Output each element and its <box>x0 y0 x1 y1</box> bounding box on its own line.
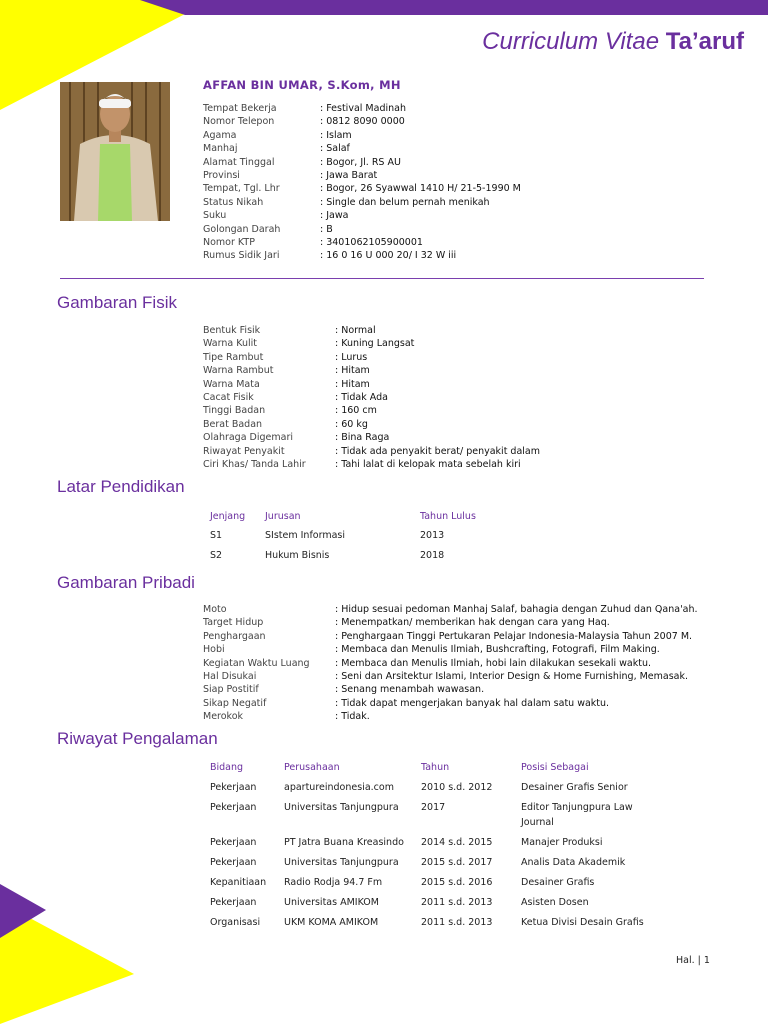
field-value: : Hidup sesuai pedoman Manhaj Salaf, bahagia dengan Zuhud dan Qana'ah. <box>335 604 698 615</box>
field-label: Merokok <box>203 711 244 723</box>
title-main: Curriculum Vitae <box>482 28 660 55</box>
field-value: : Bina Raga <box>335 432 390 444</box>
field-label: Hobi <box>203 644 225 656</box>
field-label: Tinggi Badan <box>203 405 266 417</box>
field-label: Riwayat Penyakit <box>203 445 285 457</box>
section-title-fisik: Gambaran Fisik <box>57 293 177 312</box>
fisik-row <box>203 458 540 471</box>
field-value: : Membaca dan Menulis Ilmiah, Bushcrafting, Fotografi, Film Making. <box>335 644 660 656</box>
table-cell: 2010 s.d. 2012 <box>421 782 493 793</box>
field-label: Warna Kulit <box>203 338 257 350</box>
table-cell: Hukum Bisnis <box>265 550 330 561</box>
title-bold: Ta’aruf <box>665 28 744 55</box>
fisik-row <box>203 337 540 350</box>
field-value: : Hitam <box>335 365 370 377</box>
table-cell: Radio Rodja 94.7 Fm <box>284 877 383 888</box>
field-label: Suku <box>203 210 227 222</box>
field-value: : Penghargaan Tinggi Pertukaran Pelajar Indonesia-Malaysia Tahun 2007 M. <box>335 630 693 642</box>
field-value: : Tidak dapat mengerjakan banyak hal dalam satu waktu. <box>335 697 610 709</box>
table-cell: Pekerjaan <box>210 802 257 813</box>
table-cell: Universitas Tanjungpura <box>284 802 399 813</box>
field-value: : Bogor, 26 Syawwal 1410 H/ 21-5-1990 M <box>320 183 521 195</box>
table-cell: Pekerjaan <box>210 782 257 793</box>
table-row <box>204 546 504 566</box>
personal-row <box>203 102 521 115</box>
pribadi-row <box>203 630 698 643</box>
field-value: : Jawa <box>320 210 349 222</box>
personal-row <box>203 209 521 222</box>
fisik-row <box>203 431 540 444</box>
table-cell: Analis Data Akademik <box>521 857 626 868</box>
table-cell: Organisasi <box>210 917 261 928</box>
field-label: Moto <box>203 604 227 615</box>
column-header: Tahun <box>421 761 450 773</box>
table-cell: 2011 s.d. 2013 <box>421 917 493 928</box>
personal-row <box>203 169 521 182</box>
field-value: : Kuning Langsat <box>335 338 415 350</box>
table-cell: SIstem Informasi <box>265 530 346 541</box>
field-value: : Tidak. <box>335 711 370 723</box>
pribadi-row <box>203 670 698 683</box>
divider <box>60 278 704 279</box>
fisik-row <box>203 364 540 377</box>
table-cell: Universitas AMIKOM <box>284 897 379 908</box>
table-cell: apartureindonesia.com <box>284 782 394 793</box>
column-header: Jenjang <box>210 510 246 522</box>
table-cell: Desainer Grafis Senior <box>521 782 628 793</box>
section-title-pribadi: Gambaran Pribadi <box>57 573 195 592</box>
fisik-row <box>203 324 540 337</box>
personal-row <box>203 223 521 236</box>
full-name: AFFAN BIN UMAR, S.Kom, MH <box>203 78 401 92</box>
field-label: Agama <box>203 129 237 141</box>
field-value: : Hitam <box>335 378 370 390</box>
field-label: Berat Badan <box>203 418 263 430</box>
field-label: Provinsi <box>203 170 240 182</box>
personal-row <box>203 196 521 209</box>
table-row <box>204 892 655 912</box>
fisik-row <box>203 378 540 391</box>
personal-traits <box>203 603 698 724</box>
table-row <box>204 777 655 797</box>
field-value: : Tidak ada penyakit berat/ penyakit dalam <box>335 445 541 457</box>
field-label: Rumus Sidik Jari <box>203 250 280 262</box>
field-value: : Islam <box>320 129 352 141</box>
pribadi-row <box>203 697 698 710</box>
table-cell: UKM KOMA AMIKOM <box>284 917 379 928</box>
table-cell: S2 <box>210 550 223 561</box>
table-cell: S1 <box>210 530 223 541</box>
personal-row <box>203 249 521 262</box>
field-value: : 3401062105900001 <box>320 237 423 249</box>
experience-table <box>204 757 655 932</box>
field-value: : 60 kg <box>335 418 368 430</box>
table-cell: 2014 s.d. 2015 <box>421 837 493 848</box>
field-label: Nomor KTP <box>203 237 255 249</box>
field-label: Tempat Bekerja <box>203 103 277 114</box>
field-label: Siap Postitif <box>203 684 259 696</box>
table-cell: Ketua Divisi Desain Grafis <box>521 917 644 928</box>
fisik-row <box>203 391 540 404</box>
section-title-pengalaman: Riwayat Pengalaman <box>57 729 218 748</box>
column-header: Bidang <box>210 761 244 773</box>
table-cell: Kepanitiaan <box>210 877 267 888</box>
fisik-row <box>203 445 540 458</box>
field-label: Target Hidup <box>203 617 264 629</box>
field-value: : 160 cm <box>335 405 377 417</box>
table-cell: 2015 s.d. 2016 <box>421 877 493 888</box>
table-cell: Desainer Grafis <box>521 877 595 888</box>
field-label: Hal Disukai <box>203 671 257 683</box>
field-value: : 16 0 16 U 000 20/ I 32 W iii <box>320 250 457 262</box>
field-label: Status Nikah <box>203 196 264 208</box>
field-value: : Tidak Ada <box>335 392 388 404</box>
field-label: Tipe Rambut <box>203 351 264 363</box>
column-header: Perusahaan <box>284 761 340 773</box>
personal-row <box>203 142 521 155</box>
table-cell: 2015 s.d. 2017 <box>421 857 493 868</box>
field-value: : Festival Madinah <box>320 103 406 114</box>
field-value: : B <box>320 223 333 235</box>
field-value: : Jawa Barat <box>320 170 378 182</box>
personal-row <box>203 115 521 128</box>
table-row <box>204 526 504 546</box>
pribadi-row <box>203 657 698 670</box>
table-row <box>204 872 655 892</box>
table-cell: 2017 <box>421 802 446 813</box>
field-value: : Menempatkan/ memberikan hak dengan cara yang Haq. <box>335 617 610 629</box>
document-title <box>482 28 744 56</box>
table-cell: Pekerjaan <box>210 857 257 868</box>
table-cell: Manajer Produksi <box>521 837 603 848</box>
field-label: Cacat Fisik <box>203 392 254 404</box>
profile-photo <box>60 82 170 221</box>
table-cell: 2011 s.d. 2013 <box>421 897 493 908</box>
personal-row <box>203 182 521 195</box>
personal-row <box>203 156 521 169</box>
table-cell: PT Jatra Buana Kreasindo <box>284 837 404 848</box>
field-value: : Seni dan Arsitektur Islami, Interior Design & Home Furnishing, Memasak. <box>335 671 689 683</box>
field-label: Nomor Telepon <box>203 116 275 128</box>
table-cell: Editor Tanjungpura Law Journal <box>521 802 633 828</box>
pribadi-row <box>203 616 698 629</box>
field-value: : 0812 8090 0000 <box>320 116 405 128</box>
pribadi-row <box>203 603 698 616</box>
field-value: : Senang menambah wawasan. <box>335 684 485 696</box>
table-row <box>204 912 655 932</box>
table-cell: Universitas Tanjungpura <box>284 857 399 868</box>
table-row <box>204 832 655 852</box>
field-value: : Salaf <box>320 143 350 155</box>
field-value: : Membaca dan Menulis Ilmiah, hobi lain dilakukan sesekali waktu. <box>335 657 651 669</box>
table-cell: Asisten Dosen <box>521 897 589 908</box>
field-label: Penghargaan <box>203 630 266 642</box>
table-cell: Pekerjaan <box>210 837 257 848</box>
field-label: Ciri Khas/ Tanda Lahir <box>203 459 306 471</box>
field-label: Warna Rambut <box>203 365 274 377</box>
field-value: : Normal <box>335 325 376 336</box>
physical-info <box>203 324 540 471</box>
column-header: Posisi Sebagai <box>521 761 589 773</box>
field-label: Olahraga Digemari <box>203 432 294 444</box>
field-value: : Bogor, Jl. RS AU <box>320 156 401 168</box>
table-cell: 2018 <box>420 550 445 561</box>
field-label: Sikap Negatif <box>203 697 267 709</box>
table-cell: Pekerjaan <box>210 897 257 908</box>
table-row <box>204 797 655 832</box>
field-label: Kegiatan Waktu Luang <box>203 657 310 669</box>
personal-row <box>203 129 521 142</box>
column-header: Jurusan <box>265 510 301 522</box>
field-value: : Tahi lalat di kelopak mata sebelah kiri <box>335 459 521 471</box>
field-label: Alamat Tinggal <box>203 156 275 168</box>
fisik-row <box>203 404 540 417</box>
field-value: : Lurus <box>335 351 368 363</box>
field-label: Warna Mata <box>203 378 260 390</box>
education-table <box>204 506 504 566</box>
page-number: Hal. | 1 <box>676 955 710 966</box>
field-label: Golongan Darah <box>203 223 281 235</box>
column-header: Tahun Lulus <box>420 510 476 522</box>
field-value: : Single dan belum pernah menikah <box>320 196 490 208</box>
personal-row <box>203 236 521 249</box>
table-row <box>204 852 655 872</box>
section-title-pendidikan: Latar Pendidikan <box>57 477 185 496</box>
fisik-row <box>203 418 540 431</box>
field-label: Manhaj <box>203 143 238 155</box>
field-label: Tempat, Tgl. Lhr <box>203 183 280 195</box>
pribadi-row <box>203 643 698 656</box>
bottom-left-decoration <box>0 850 160 1024</box>
personal-info <box>203 102 521 263</box>
table-cell: 2013 <box>420 530 445 541</box>
fisik-row <box>203 351 540 364</box>
pribadi-row <box>203 710 698 723</box>
field-label: Bentuk Fisik <box>203 325 261 336</box>
pribadi-row <box>203 683 698 696</box>
